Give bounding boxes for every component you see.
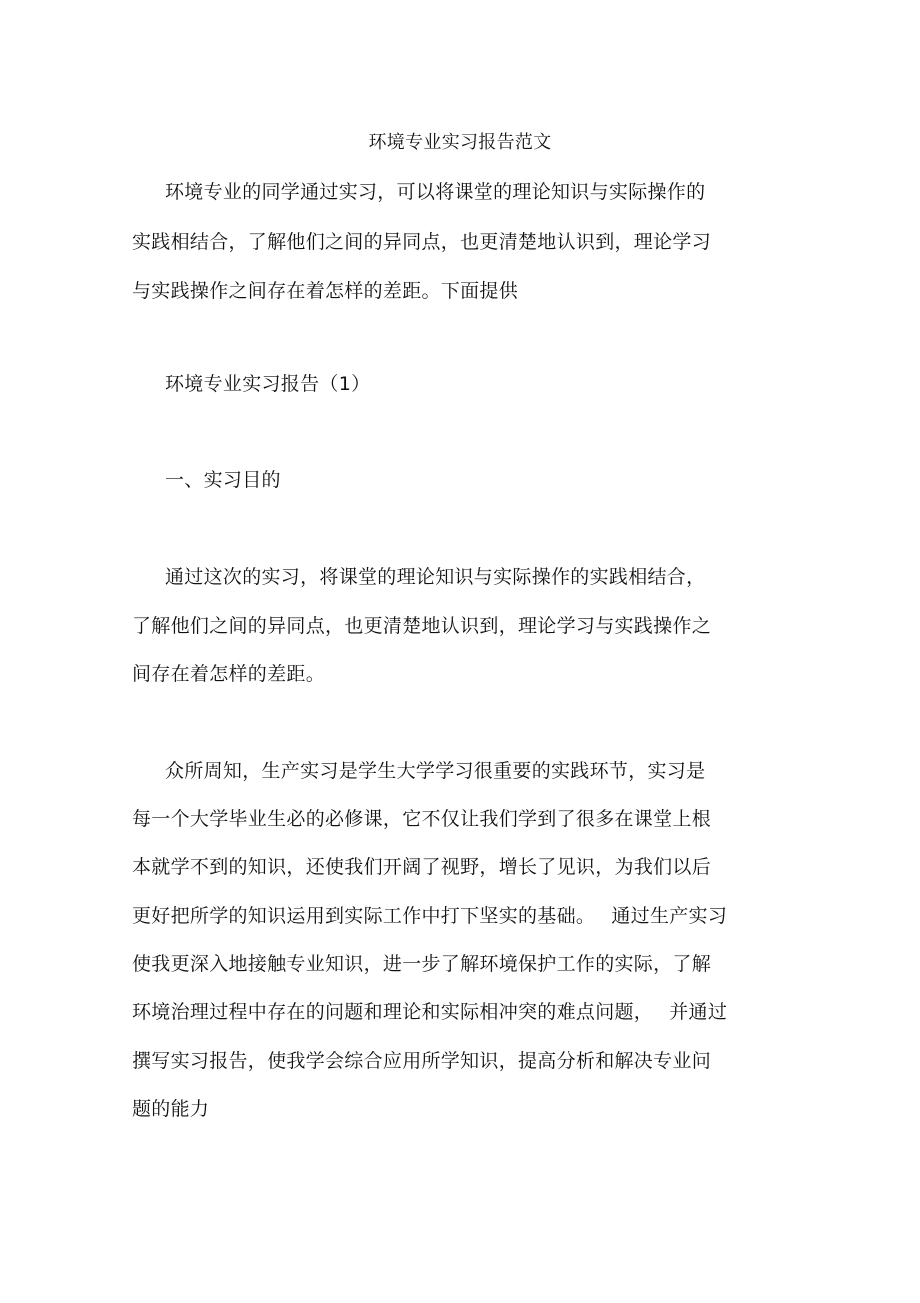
report-heading: 环境专业实习报告（1） [165, 373, 371, 395]
paragraph1-line-1: 通过这次的实习，将课堂的理论知识与实际操作的实践相结合， [165, 566, 706, 588]
paragraph2-line-3: 本就学不到的知识，还使我们开阔了视野，增长了见识，为我们以后 [132, 856, 712, 878]
intro-line-1: 环境专业的同学通过实习，可以将课堂的理论知识与实际操作的 [165, 181, 706, 203]
paragraph2-line-2: 每一个大学毕业生必的必修课，它不仅让我们学到了很多在课堂上根 [132, 808, 712, 830]
paragraph2-line-8: 题的能力 [132, 1098, 210, 1120]
paragraph2-line-1: 众所周知，生产实习是学生大学学习很重要的实践环节，实习是 [165, 760, 706, 782]
paragraph1-line-2: 了解他们之间的异同点，也更清楚地认识到，理论学习与实践操作之 [132, 615, 712, 637]
paragraph2-line-7: 撰写实习报告，使我学会综合应用所学知识，提高分析和解决专业问 [132, 1050, 712, 1072]
intro-line-3: 与实践操作之间存在着怎样的差距。下面提供 [132, 280, 519, 302]
paragraph1-line-3: 间存在着怎样的差距。 [132, 663, 326, 685]
section-heading: 一、实习目的 [165, 469, 281, 491]
intro-line-2: 实践相结合，了解他们之间的异同点，也更清楚地认识到，理论学习 [132, 231, 712, 253]
paragraph2-line-4: 更好把所学的知识运用到实际工作中打下坚实的基础。 通过生产实习 [132, 905, 728, 927]
paragraph2-line-6: 环境治理过程中存在的问题和理论和实际相冲突的难点问题， 并通过 [132, 1001, 728, 1023]
paragraph2-line-5: 使我更深入地接触专业知识，进一步了解环境保护工作的实际，了解 [132, 953, 712, 975]
document-title: 环境专业实习报告范文 [368, 132, 552, 153]
